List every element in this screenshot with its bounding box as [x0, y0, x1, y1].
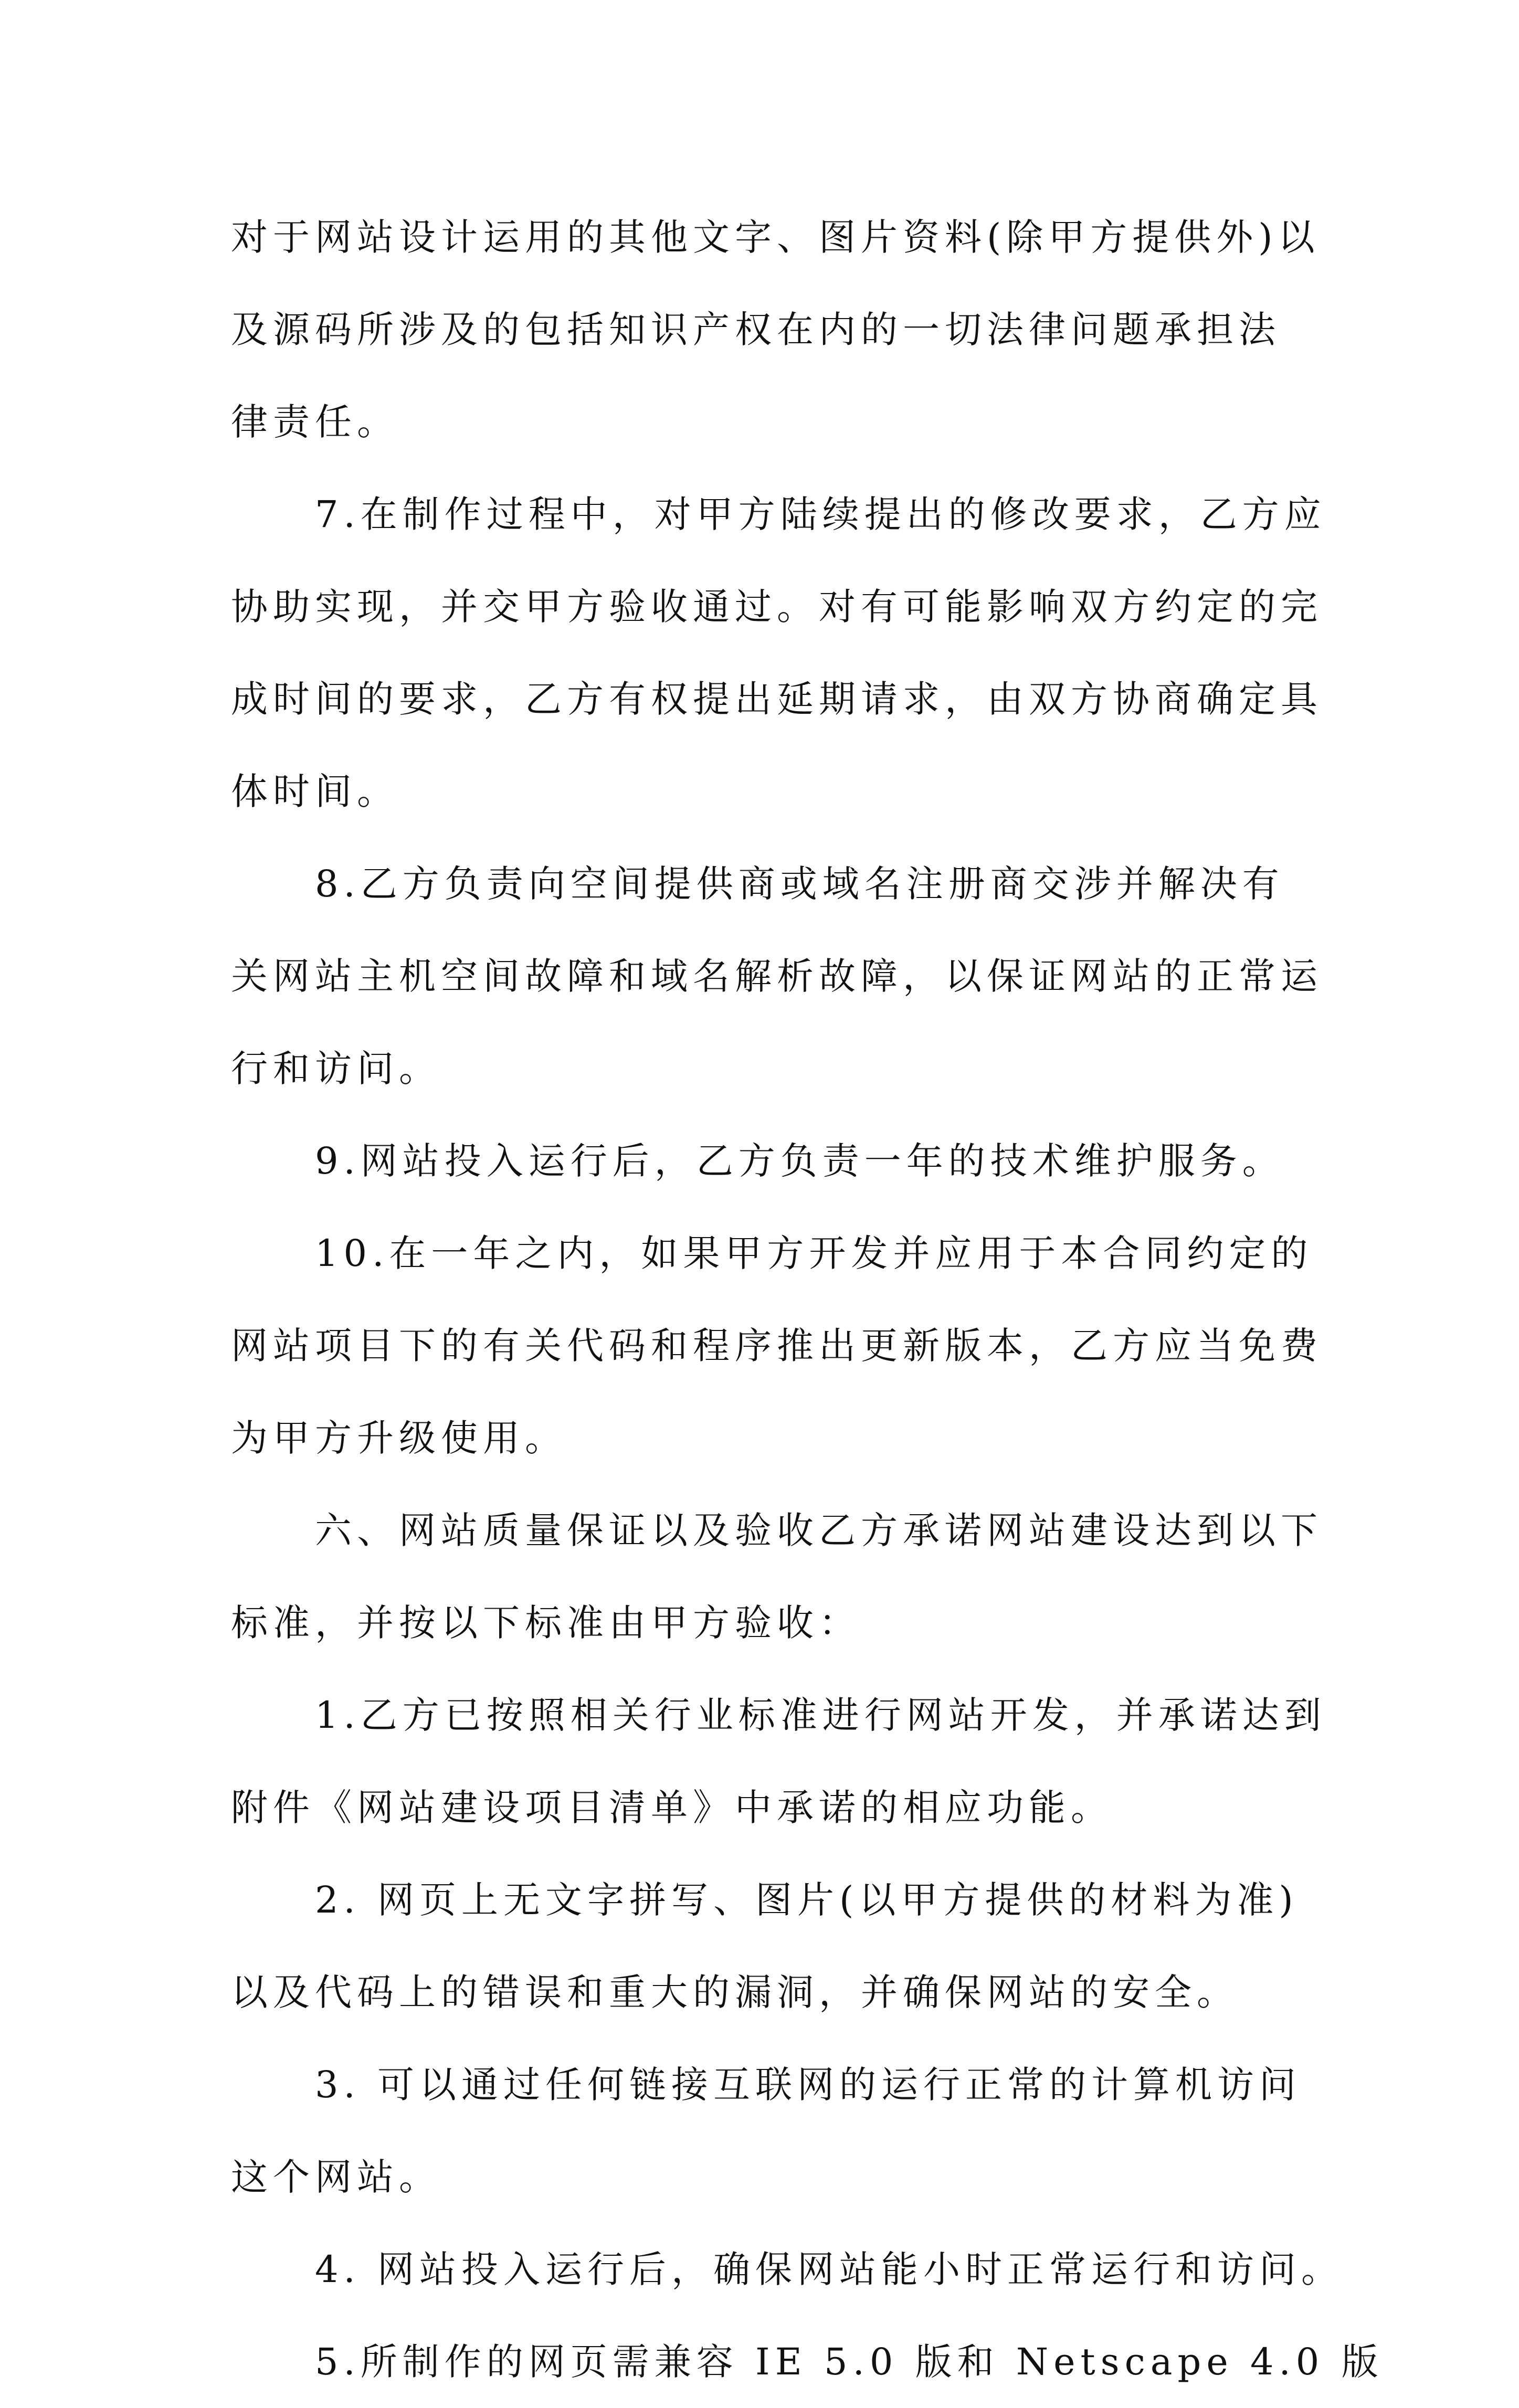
- text-line: 9.网站投入运行后，乙方负责一年的技术维护服务。: [315, 1139, 1284, 1182]
- paragraph-item-9: [231, 1115, 1296, 1207]
- paragraph-standard-5: [231, 2316, 1384, 2408]
- text-line: 成时间的要求，乙方有权提出延期请求，由双方协商确定具: [231, 678, 1323, 721]
- text-line: 及源码所涉及的包括知识产权在内的一切法律问题承担法: [231, 308, 1281, 351]
- text-line: 网站项目下的有关代码和程序推出更新版本，乙方应当免费: [231, 1324, 1323, 1367]
- paragraph-standard-1: [231, 1669, 1326, 1854]
- text-line: 协助实现，并交甲方验收通过。对有可能影响双方约定的完: [231, 585, 1323, 628]
- text-line: 8.乙方负责向空间提供商或域名注册商交涉并解决有: [315, 862, 1284, 905]
- paragraph-standard-3: [231, 2039, 1302, 2223]
- text-line: 1.乙方已按照相关行业标准进行网站开发，并承诺达到: [315, 1694, 1326, 1737]
- text-line: 10.在一年之内，如果甲方开发并应用于本合同约定的: [315, 1232, 1313, 1275]
- text-line: 行和访问。: [231, 1047, 441, 1090]
- text-line: 这个网站。: [231, 2156, 441, 2199]
- text-line: 体时间。: [231, 770, 399, 813]
- text-line: 4. 网站投入运行后，确保网站能小时正常运行和访问。: [315, 2248, 1344, 2291]
- text-line: 附件《网站建设项目清单》中承诺的相应功能。: [231, 1786, 1113, 1829]
- paragraph-item-7: [231, 468, 1326, 838]
- text-line: 2. 网页上无文字拼写、图片(以甲方提供的材料为准): [315, 1878, 1299, 1921]
- paragraph-item-8: [231, 838, 1323, 1115]
- text-line: 为甲方升级使用。: [231, 1417, 567, 1460]
- text-line: 对于网站设计运用的其他文字、图片资料(除甲方提供外)以: [231, 216, 1320, 259]
- text-line: 3. 可以通过任何链接互联网的运行正常的计算机访问: [315, 2063, 1302, 2106]
- paragraph-standard-2: [231, 1854, 1299, 2039]
- document-body: [231, 191, 1384, 2408]
- section-heading-quality-assurance: [231, 1484, 1323, 1669]
- text-line: 以及代码上的错误和重大的漏洞，并确保网站的安全。: [231, 1971, 1239, 2014]
- paragraph-standard-4: [231, 2223, 1344, 2316]
- text-line: 5.所制作的网页需兼容 IE 5.0 版和 Netscape 4.0 版: [315, 2340, 1384, 2383]
- text-line: 7.在制作过程中，对甲方陆续提出的修改要求，乙方应: [315, 493, 1326, 536]
- text-line: 六、网站质量保证以及验收乙方承诺网站建设达到以下: [315, 1509, 1323, 1552]
- text-line: 关网站主机空间故障和域名解析故障，以保证网站的正常运: [231, 955, 1323, 998]
- paragraph-legal-liability: [231, 191, 1320, 468]
- paragraph-item-10: [231, 1207, 1323, 1484]
- text-line: 标准，并按以下标准由甲方验收：: [231, 1601, 861, 1644]
- text-line: 律责任。: [231, 400, 399, 443]
